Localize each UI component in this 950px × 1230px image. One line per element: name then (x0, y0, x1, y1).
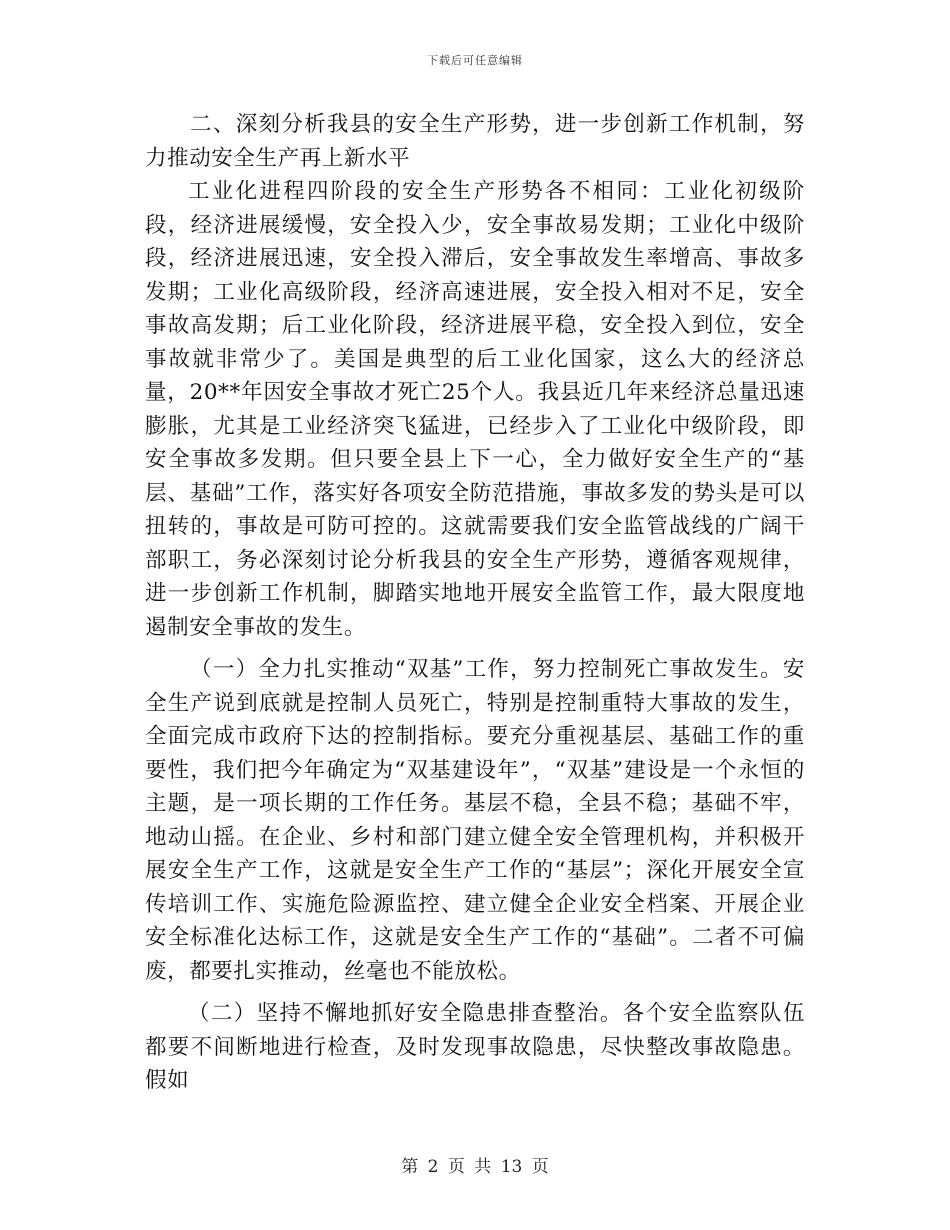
body-paragraph-3: （二）坚持不懈地抓好安全隐患排查整治。各个安全监察队伍都要不间断地进行检查，及时发现事故隐患，尽快整改事故隐患。假如 (145, 1001, 805, 1093)
body-paragraph-2: （一）全力扎实推动“双基”工作，努力控制死亡事故发生。安全生产说到底就是控制人员死亡，特别是控制重特大事故的发生，全面完成市政府下达的控制指标。要充分重视基层、基础工作的重要性，我们把今年确定为“双基建设年”，“双基”建设是一个永恒的主题，是一项长期的工作任务。基层不稳，全县不稳；基础不牢，地动山摇。在企业、乡村和部门建立健全安全管理机构，并积极开展安全生产工作，这就是安全生产工作的“基层”；深化开展安全宣传培训工作、实施危险源监控、建立健全企业安全档案、开展企业安全标准化达标工作，这就是安全生产工作的“基础”。二者不可偏废，都要扎实推动，丝毫也不能放松。 (145, 657, 805, 984)
page-number-footer: 第 2 页 共 13 页 (401, 1157, 549, 1177)
document-body (145, 108, 805, 1098)
body-paragraph-1: 工业化进程四阶段的安全生产形势各不相同：工业化初级阶段，经济进展缓慢，安全投入少，安全事故易发期；工业化中级阶段，经济进展迅速，安全投入滞后，安全事故发生率增高、事故多发期；工业化高级阶段，经济高速进展，安全投入相对不足，安全事故高发期；后工业化阶段，经济进展平稳，安全投入到位，安全事故就非常少了。美国是典型的后工业化国家，这么大的经济总量，20**年因安全事故才死亡25个人。我县近几年来经济总量迅速膨胀，尤其是工业经济突飞猛进，已经步入了工业化中级阶段，即安全事故多发期。但只要全县上下一心，全力做好安全生产的“基层、基础”工作，落实好各项安全防范措施，事故多发的势头是可以扭转的，事故是可防可控的。这就需要我们安全监管战线的广阔干部职工，务必深刻讨论分析我县的安全生产形势，遵循客观规律，进一步创新工作机制，脚踏实地地开展安全监管工作，最大限度地遏制安全事故的发生。 (145, 179, 805, 640)
section-heading: 二、深刻分析我县的安全生产形势，进一步创新工作机制，努力推动安全生产再上新水平 (145, 112, 805, 171)
page-header-note: 下载后可任意编辑 (427, 54, 523, 67)
